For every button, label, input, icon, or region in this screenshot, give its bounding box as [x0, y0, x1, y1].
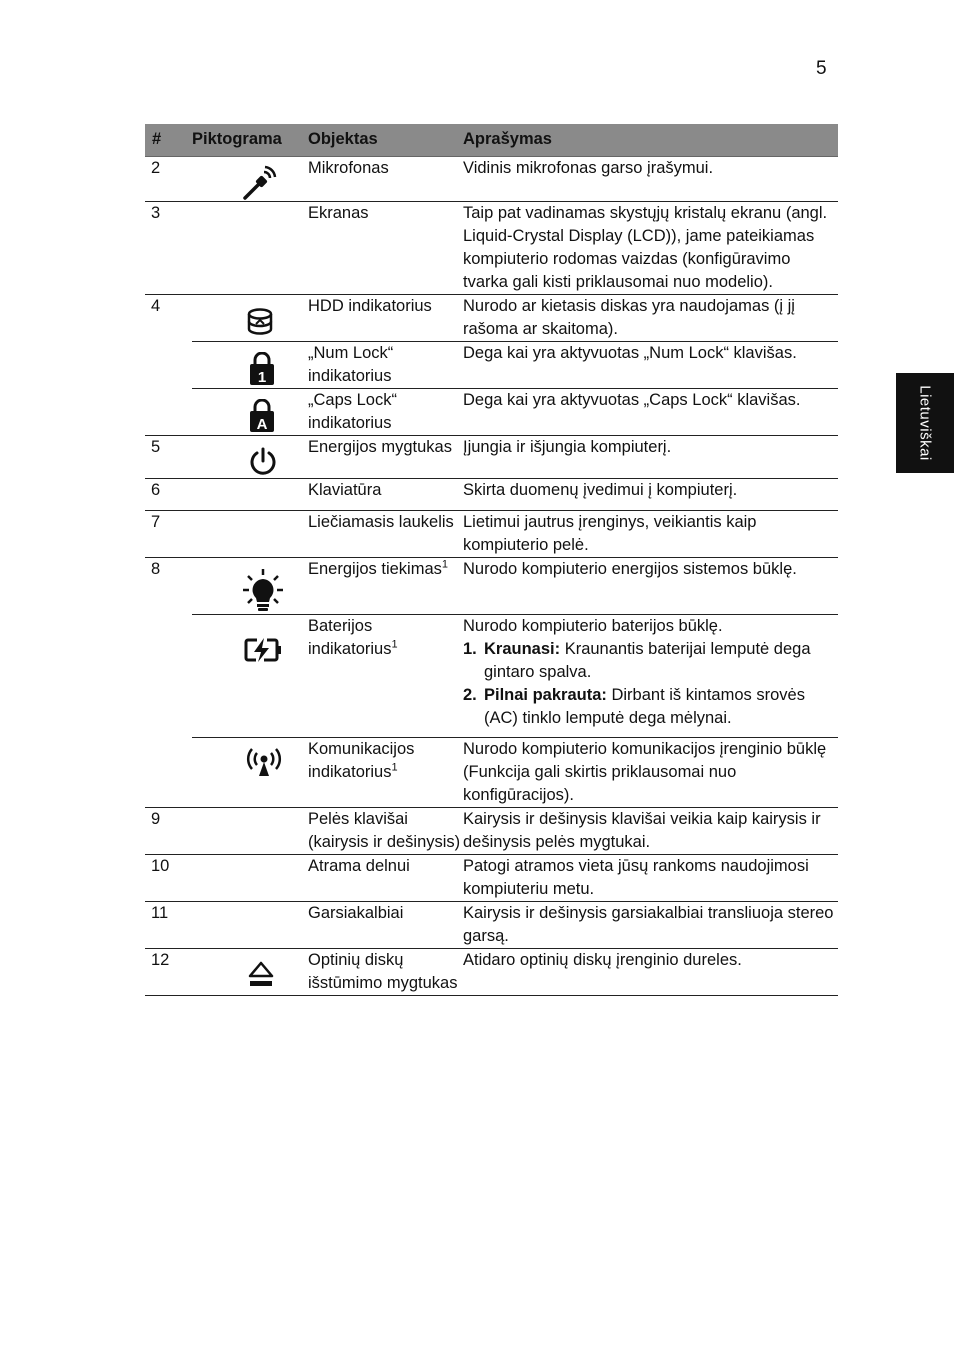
row-number: 7 — [145, 511, 192, 558]
table-row — [145, 157, 838, 202]
eject-icon — [192, 949, 308, 989]
hdd-icon — [192, 295, 308, 337]
wireless-icon — [192, 738, 308, 778]
table-row — [145, 436, 838, 479]
list-item-number: 2. — [463, 686, 477, 704]
row-object: Mikrofonas — [308, 159, 389, 177]
row-icon-cell — [192, 511, 308, 558]
row-number: 3 — [145, 202, 192, 295]
row-object — [308, 615, 463, 738]
row-icon-cell — [192, 902, 308, 949]
list-item-text: Kraunantis baterijai lemputė dega gintaro spalva. — [484, 640, 811, 681]
list-item — [463, 638, 838, 684]
row-icon-cell — [192, 389, 308, 436]
table-row — [145, 808, 838, 855]
row-number — [145, 389, 192, 436]
row-icon-cell — [192, 436, 308, 479]
microphone-icon — [192, 157, 308, 201]
row-description: Kairysis ir dešinysis klavišai veikia kaip kairysis ir dešinysis pelės mygtukai. — [463, 808, 838, 855]
svg-text:A: A — [256, 416, 268, 433]
row-icon-cell — [192, 295, 308, 342]
list-item-number: 1. — [463, 640, 477, 658]
row-object: Pelės klavišai (kairysis ir dešinysis) — [308, 808, 463, 855]
table-row — [145, 738, 838, 808]
row-object — [308, 738, 463, 808]
row-icon-cell — [192, 738, 308, 808]
table-row — [145, 295, 838, 342]
row-description-text: Nurodo kompiuterio baterijos būklę. — [463, 617, 723, 635]
table-row — [145, 479, 838, 511]
row-icon-cell — [192, 808, 308, 855]
row-number: 4 — [145, 295, 192, 342]
page-number: 5 — [816, 58, 827, 79]
table-row — [145, 511, 838, 558]
row-icon-cell — [192, 949, 308, 996]
table-row — [145, 389, 838, 436]
row-object: Atrama delnui — [308, 855, 463, 902]
row-description: Skirta duomenų įvedimui į kompiuterį. — [463, 479, 838, 511]
row-description — [463, 615, 838, 738]
table-row — [145, 202, 838, 295]
power-light-icon — [192, 558, 308, 614]
row-number — [145, 342, 192, 389]
footnote-mark: 1 — [391, 638, 398, 651]
row-icon-cell — [192, 855, 308, 902]
row-description: Dega kai yra aktyvuotas „Num Lock“ klavišas. — [463, 342, 838, 389]
row-object: Ekranas — [308, 202, 463, 295]
row-object-text: Baterijos indikatorius — [308, 617, 392, 658]
row-description: Nurodo kompiuterio energijos sistemos būklę. — [463, 558, 838, 615]
row-object: Klaviatūra — [308, 479, 463, 511]
row-description: Patogi atramos vieta jūsų rankoms naudojimosi kompiuteriu metu. — [463, 855, 838, 902]
table-row — [145, 342, 838, 389]
row-description: Nurodo kompiuterio komunikacijos įrenginio būklę (Funkcija gali skirtis priklausomai nuo konfigūracijos). — [463, 738, 838, 808]
row-icon-cell — [192, 202, 308, 295]
list-item-label: Pilnai pakrauta: — [484, 686, 607, 704]
caps-lock-icon — [192, 389, 308, 433]
num-lock-icon — [192, 342, 308, 386]
row-description: Nurodo ar kietasis diskas yra naudojamas (į jį rašoma ar skaitoma). — [463, 295, 838, 342]
row-number: 9 — [145, 808, 192, 855]
row-number — [145, 738, 192, 808]
table-row — [145, 902, 838, 949]
row-number: 8 — [145, 558, 192, 615]
svg-text:1: 1 — [257, 369, 267, 386]
table-row — [145, 855, 838, 902]
header-object: Objektas — [308, 124, 463, 157]
row-object: „Caps Lock“ indikatorius — [308, 389, 463, 436]
battery-charging-icon — [192, 615, 308, 663]
row-object: Energijos mygtukas — [308, 436, 463, 479]
row-description: Kairysis ir dešinysis garsiakalbiai transliuoja stereo garsą. — [463, 902, 838, 949]
list-item — [463, 684, 838, 730]
header-description: Aprašymas — [463, 124, 838, 157]
row-icon-cell — [192, 558, 308, 615]
list-item-text: Dirbant iš kintamos srovės (AC) tinklo lemputė dega mėlynai. — [484, 686, 805, 727]
row-description: Taip pat vadinamas skystųjų kristalų ekranu (angl. Liquid-Crystal Display (LCD)), jame pateikiamas kompiuterio rodomas vaizdas (konfigūravimo tvarka gali kisti priklausomai nuo modelio). — [463, 202, 838, 295]
language-side-tab — [896, 373, 954, 473]
row-description: Dega kai yra aktyvuotas „Caps Lock“ klavišas. — [463, 389, 838, 436]
row-description: Vidinis mikrofonas garso įrašymui. — [463, 159, 714, 177]
row-icon-cell — [192, 615, 308, 738]
table-row — [145, 558, 838, 615]
row-description: Atidaro optinių diskų įrenginio dureles. — [463, 949, 838, 996]
row-object: Liečiamasis laukelis — [308, 511, 463, 558]
row-icon-cell — [192, 479, 308, 511]
row-object-text: Komunikacijos indikatorius — [308, 740, 415, 781]
row-object: Garsiakalbiai — [308, 902, 463, 949]
row-object — [308, 558, 463, 615]
footnote-mark: 1 — [441, 558, 449, 571]
row-number: 5 — [145, 436, 192, 479]
row-object: „Num Lock“ indikatorius — [308, 342, 463, 389]
row-number: 6 — [145, 479, 192, 511]
row-number: 12 — [145, 949, 192, 996]
row-object-text: Energijos tiekimas — [308, 560, 442, 578]
row-description: Lietimui jautrus įrenginys, veikiantis kaip kompiuterio pelė. — [463, 511, 838, 558]
row-object: Optinių diskų išstūmimo mygtukas — [308, 949, 463, 996]
components-table — [145, 124, 838, 996]
row-description: Įjungia ir išjungia kompiuterį. — [463, 436, 838, 479]
row-number — [145, 615, 192, 738]
table-header-row — [145, 124, 838, 157]
row-number: 10 — [145, 855, 192, 902]
row-number: 11 — [145, 902, 192, 949]
header-icon: Piktograma — [192, 124, 308, 157]
row-icon-cell — [192, 342, 308, 389]
row-number: 2 — [151, 159, 161, 177]
header-number: # — [145, 124, 192, 157]
footnote-mark: 1 — [391, 761, 398, 774]
table-row — [145, 949, 838, 996]
list-item-label: Kraunasi: — [484, 640, 561, 658]
battery-status-list — [463, 638, 838, 730]
language-side-tab-label: Lietuviškai — [916, 385, 934, 461]
row-object: HDD indikatorius — [308, 295, 463, 342]
row-icon-cell — [192, 157, 308, 202]
table-row — [145, 615, 838, 738]
power-icon — [192, 436, 308, 478]
